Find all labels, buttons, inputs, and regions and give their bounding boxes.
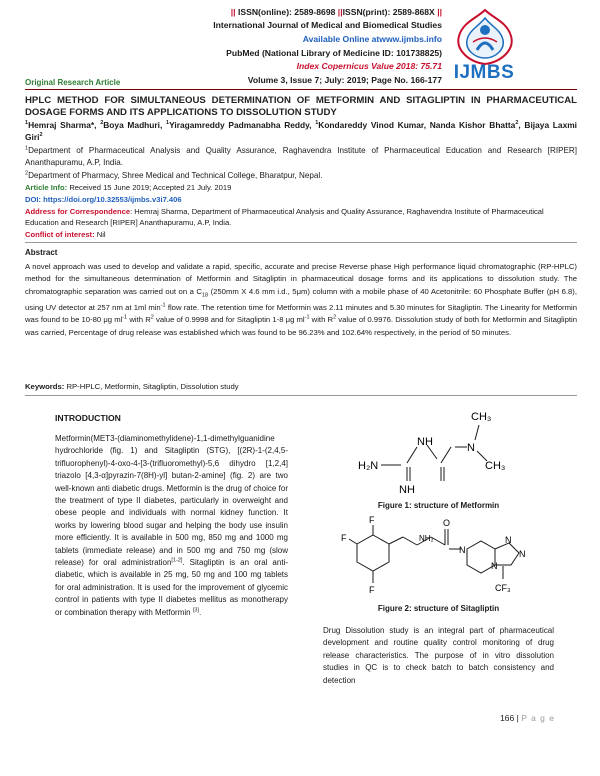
doi-link[interactable]: DOI: https://doi.org/10.32553/ijmbs.v3i7.406 bbox=[25, 195, 182, 204]
page-footer: 166 | P a g e bbox=[500, 713, 555, 723]
author-name: Hemraj Sharma*, bbox=[28, 120, 101, 130]
available-online-link[interactable]: Available Online atwww.ijmbs.info bbox=[302, 34, 442, 44]
intro-text: Metformin(MET3-(diaminomethylidene)-1,1-dimethylguanidine hydrochloride (fig. 1) and Sitagliptin (STG), [(2R)-1-(2,4,5-trifluorophenyl)-4-oxo-4-[3-(trifluoromethyl)-5,6 dihydro [1,2,4] triazolo [4,3-α]pyrazin-7(8H)-yl] butan-2-amine] (fig. 2) are two well-known anti diabetic drugs. Metformin is the drug of choice for the treatment of type II diabetes, particularly in overweight and obese people and individuals with normal kidney function. It works by lowering blood sugar and helping the body use insulin more efficiently. It is available in 500 mg, 850 mg and 1000 mg tablets (immediate release) and in 500 mg and 750 mg (slow release) for oral administration[1-2]. Sitagliptin is an oral anti-diabetic, which is available in 25 mg, 50 mg and 100 mg tablets for oral administration. It is used for the improvement of glycemic control in patients with type II diabetes mellitus as monotherapy or combination therapy with Metformin [3]. bbox=[55, 434, 288, 617]
article-type: Original Research Article bbox=[25, 78, 121, 87]
author-sup: 2 bbox=[100, 120, 104, 127]
sitagliptin-label: N bbox=[459, 545, 466, 555]
issn-line: || ISSN(online): 2589-8698 ||ISSN(print): 2589-868X || bbox=[230, 7, 442, 17]
sitagliptin-label: CF₃ bbox=[495, 583, 511, 593]
abstract-text: A novel approach was used to develop and validate a rapid, specific, accurate and precise Reverse phase High performance liquid chromatographic (RP-HPLC) method for the simultaneous determination of Metformin and Sitagliptin in pharmaceutical dosage forms and its applications to dissolution study. The chromatographic separation was carried out on a $C_{18}$ (250mm X 4.6 mm i.d., 5μm) column with a mobile phase of 40 Acetonitrile: 60 Phosphate Buffer (pH 6.8), using UV detector at 257 nm at 1ml $\min^{-1}$ flow rate. The retention time for Metformin was 2.11 minutes and 5.30 minutes for Sitagliptin. The Linearity for Metformin was found to be 10-80 μg $ml^{-1}$ with $R^2$ value of 0.9998 and for Sitagliptin 1-8 μg $ml^{-1}$ with $R^2$ value of 0.9976. Dissolution study of both for Metformin and Sitagliptin was carried, Percentage of drug release was established which was found to be 96.23% and 102.64% respectively, in the period of 50 minutes. bbox=[25, 262, 578, 337]
pubmed-id: PubMed (National Library of Medicine ID: 101738825) bbox=[226, 48, 442, 58]
metformin-label: NH bbox=[399, 484, 415, 495]
sitagliptin-structure bbox=[335, 513, 545, 598]
sitagliptin-label: F bbox=[369, 515, 375, 525]
author-name: Boya Madhuri, bbox=[103, 120, 167, 130]
sitagliptin-label: N bbox=[491, 561, 498, 571]
metformin-label: N bbox=[467, 442, 475, 454]
author-name: Yiragamreddy Padmanabha Reddy, bbox=[169, 120, 316, 130]
author-sup: 1 bbox=[166, 120, 170, 127]
abstract-divider bbox=[25, 242, 577, 243]
figure-2-caption: Figure 2: structure of Sitagliptin bbox=[377, 604, 500, 613]
metformin-label: H₂N bbox=[358, 460, 379, 472]
journal-name: International Journal of Medical and Biomedical Studies bbox=[213, 20, 442, 30]
abstract-heading: Abstract bbox=[25, 248, 58, 257]
article-info: Article Info: Received 15 June 2019; Accepted 21 July. 2019 bbox=[25, 183, 232, 192]
metformin-structure bbox=[355, 405, 515, 495]
author-sup: 2 bbox=[39, 132, 43, 139]
ijmbs-logo-icon bbox=[453, 6, 517, 68]
affiliation-1: $^1$Department of Pharmaceutical Analysis and Quality Assurance, Raghavendra Institute of Pharmaceutical Education and Research [RIPER] Ananthapuramu, A.P, India. bbox=[25, 145, 577, 167]
article-title: HPLC METHOD FOR SIMULTANEOUS DETERMINATION OF METFORMIN AND SITAGLIPTIN IN PHARMACEUTICAL DOSAGE FORMS AND ITS APPLICATIONS TO DISSOLUTION STUDY bbox=[25, 95, 577, 118]
sitagliptin-label: F bbox=[341, 533, 347, 543]
sitagliptin-label: F bbox=[369, 585, 375, 595]
sitagliptin-label: N bbox=[519, 549, 526, 559]
sitagliptin-label: O bbox=[443, 518, 451, 528]
author-name: , Bijaya Laxmi Giri bbox=[25, 120, 578, 142]
sitagliptin-label: N bbox=[505, 535, 512, 545]
dissolution-text: Drug Dissolution study is an integral part of pharmaceutical development and routine quality control monitoring of drug release characteristics. The purpose of in vitro dissolution studies in QC is to check batch to batch consistency and detection bbox=[323, 626, 554, 685]
sitagliptin-label: NH₂ bbox=[419, 534, 434, 543]
affiliation-2: $^2$Department of Pharmacy, Shree Medical and Technical College, Bharatpur, Nepal. bbox=[25, 170, 323, 180]
intro-heading: INTRODUCTION bbox=[55, 413, 121, 423]
copernicus-value: Index Copernicus Value 2018: 75.71 bbox=[296, 61, 442, 71]
metformin-label: CH₃ bbox=[485, 460, 506, 472]
body-divider bbox=[25, 395, 577, 396]
metformin-label: CH₃ bbox=[471, 411, 492, 423]
header-divider bbox=[25, 89, 577, 90]
author-list bbox=[25, 119, 577, 143]
keywords: Keywords: RP-HPLC, Metformin, Sitagliptin, Dissolution study bbox=[25, 382, 239, 391]
logo-text: IJMBS bbox=[453, 62, 515, 83]
volume-info: Volume 3, Issue 7; July: 2019; Page No. 166-177 bbox=[247, 75, 442, 85]
author-sup: 2 bbox=[515, 120, 519, 127]
conflict-of-interest: Conflict of interest: Nil bbox=[25, 230, 106, 239]
metformin-label: NH bbox=[417, 436, 433, 448]
figure-1-caption: Figure 1: structure of Metformin bbox=[377, 501, 500, 510]
author-name: Kondareddy Vinod Kumar, Nanda Kishor Bhatta bbox=[318, 120, 516, 130]
author-sup: 1 bbox=[315, 120, 319, 127]
author-sup: 1 bbox=[25, 120, 29, 127]
correspondence: Address for Correspondence: Hemraj Sharma, Department of Pharmaceutical Analysis and Quality Assurance, Raghavendra Institute of Pharmaceutical Education and Research [RIPER] Ananthapuramu, A.P, India. bbox=[25, 207, 544, 227]
